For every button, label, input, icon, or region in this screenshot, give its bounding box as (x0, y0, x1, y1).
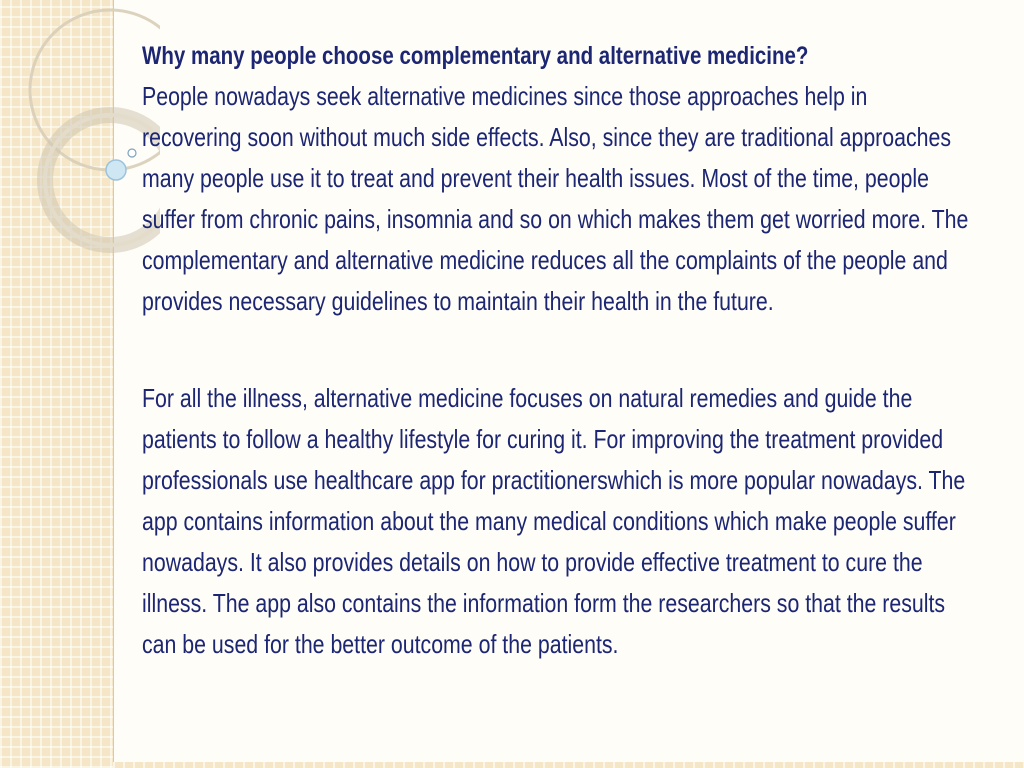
decorative-rings (0, 0, 160, 260)
paragraph-two: For all the illness, alternative medicine focuses on natural remedies and guide the patients to follow a healthy lifestyle for curing it. For improving the treatment provided professionals use healthcare app for practitionerswhich is more popular nowadays. The app contains information about the many medical conditions which make people suffer nowadays. It also provides details on how to provide effective treatment to cure the illness. The app also contains the information form the researchers so that the results can be used for the better outcome of the patients. (142, 383, 966, 659)
slide-heading: Why many people choose complementary and alternative medicine? (142, 42, 809, 70)
decorative-bottom-strip (113, 762, 1024, 768)
blue-bullet-dot (106, 160, 126, 180)
small-bullet-dot (128, 149, 136, 157)
slide-content (142, 36, 969, 665)
paragraph-one: People nowadays seek alternative medicines since those approaches help in recovering soon without much side effects. Also, since they are traditional approaches many people use it to treat and prevent their health issues. Most of the time, people suffer from chronic pains, insomnia and so on which makes them get worried more. The complementary and alternative medicine reduces all the complaints of the people and provides necessary guidelines to maintain their health in the future. (142, 81, 969, 316)
paragraph-spacer (142, 322, 831, 378)
